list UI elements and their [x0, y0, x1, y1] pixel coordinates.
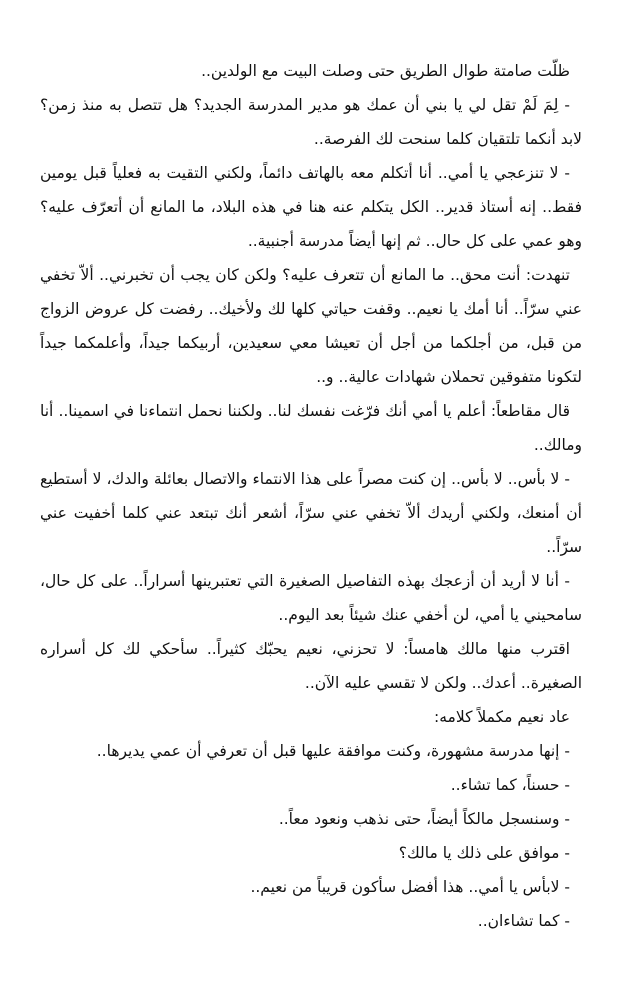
story-text — [40, 54, 582, 938]
paragraph-14: - لابأس يا أمي.. هذا أفضل سأكون قريباً من نعيم.. — [250, 878, 570, 896]
paragraph-4: تنهدت: أنت محق.. ما المانع أن تتعرف عليه؟ ولكن كان يجب أن تخبرني.. ألاّ تخفي عني سرّاً.. أنا أمك يا نعيم.. وقفت حياتي كلها لك ولأخيك.. رفضت كل عروض الزواج من قبل، من أجلكما من أجل أن تعيشا معي سعيدين، أربيكما جيداً، وأعلمكما جيداً لتكونا متفوقين تحملان شهادات عالية.. و.. — [40, 266, 582, 386]
paragraph-7: - أنا لا أريد أن أزعجك بهذه التفاصيل الصغيرة التي تعتبرينها أسراراً.. على كل حال، سامحيني يا أمي، لن أخفي عنك شيئاً بعد اليوم.. — [40, 572, 582, 624]
paragraph-10: - إنها مدرسة مشهورة، وكنت موافقة عليها قبل أن تعرفي أن عمي يديرها.. — [96, 742, 570, 760]
paragraph-6: - لا بأس.. لا بأس.. إن كنت مصراً على هذا الانتماء والاتصال بعائلة والدك، لا أستطيع أن أمنعك، ولكني أريدك ألاّ تخفي عني سرّاً، أشعر أنك تبتعد عني كلما أخفيت عني سرّاً.. — [40, 470, 582, 556]
paragraph-11: - حسناً، كما تشاء.. — [450, 776, 570, 794]
paragraph-9: عاد نعيم مكملاً كلامه: — [434, 708, 570, 726]
paragraph-8: اقترب منها مالك هامساً: لا تحزني، نعيم يحبّك كثيراً.. سأحكي لك كل أسراره الصغيرة.. أعدك.. ولكن لا تقسي عليه الآن.. — [40, 640, 582, 692]
paragraph-2: - لِمَ لَمْ تقل لي يا بني أن عمك هو مدير المدرسة الجديد؟ هل تتصل به منذ زمن؟ لابد أنكما تلتقيان كلما سنحت لك الفرصة.. — [40, 96, 582, 148]
paragraph-15: - كما تشاءان.. — [477, 912, 570, 930]
paragraph-12: - وسنسجل مالكاً أيضاً، حتى نذهب ونعود معاً.. — [278, 810, 570, 828]
paragraph-1: ظلّت صامتة طوال الطريق حتى وصلت البيت مع الولدين.. — [201, 62, 570, 80]
paragraph-5: قال مقاطعاً: أعلم يا أمي أنك فرّغت نفسك لنا.. ولكننا نحمل انتماءنا في اسمينا.. أنا ومالك.. — [40, 402, 582, 454]
paragraph-3: - لا تنزعجي يا أمي.. أنا أتكلم معه بالهاتف دائماً، ولكني التقيت به فعلياً قبل يومين فقط.. إنه أستاذ قدير.. الكل يتكلم عنه هنا في هذه البلاد، ما المانع أن أتعرّف عليه؟ وهو عمي على كل حال.. ثم إنها أيضاً مدرسة أجنبية.. — [40, 164, 582, 250]
paragraph-13: - موافق على ذلك يا مالك؟ — [398, 844, 570, 862]
